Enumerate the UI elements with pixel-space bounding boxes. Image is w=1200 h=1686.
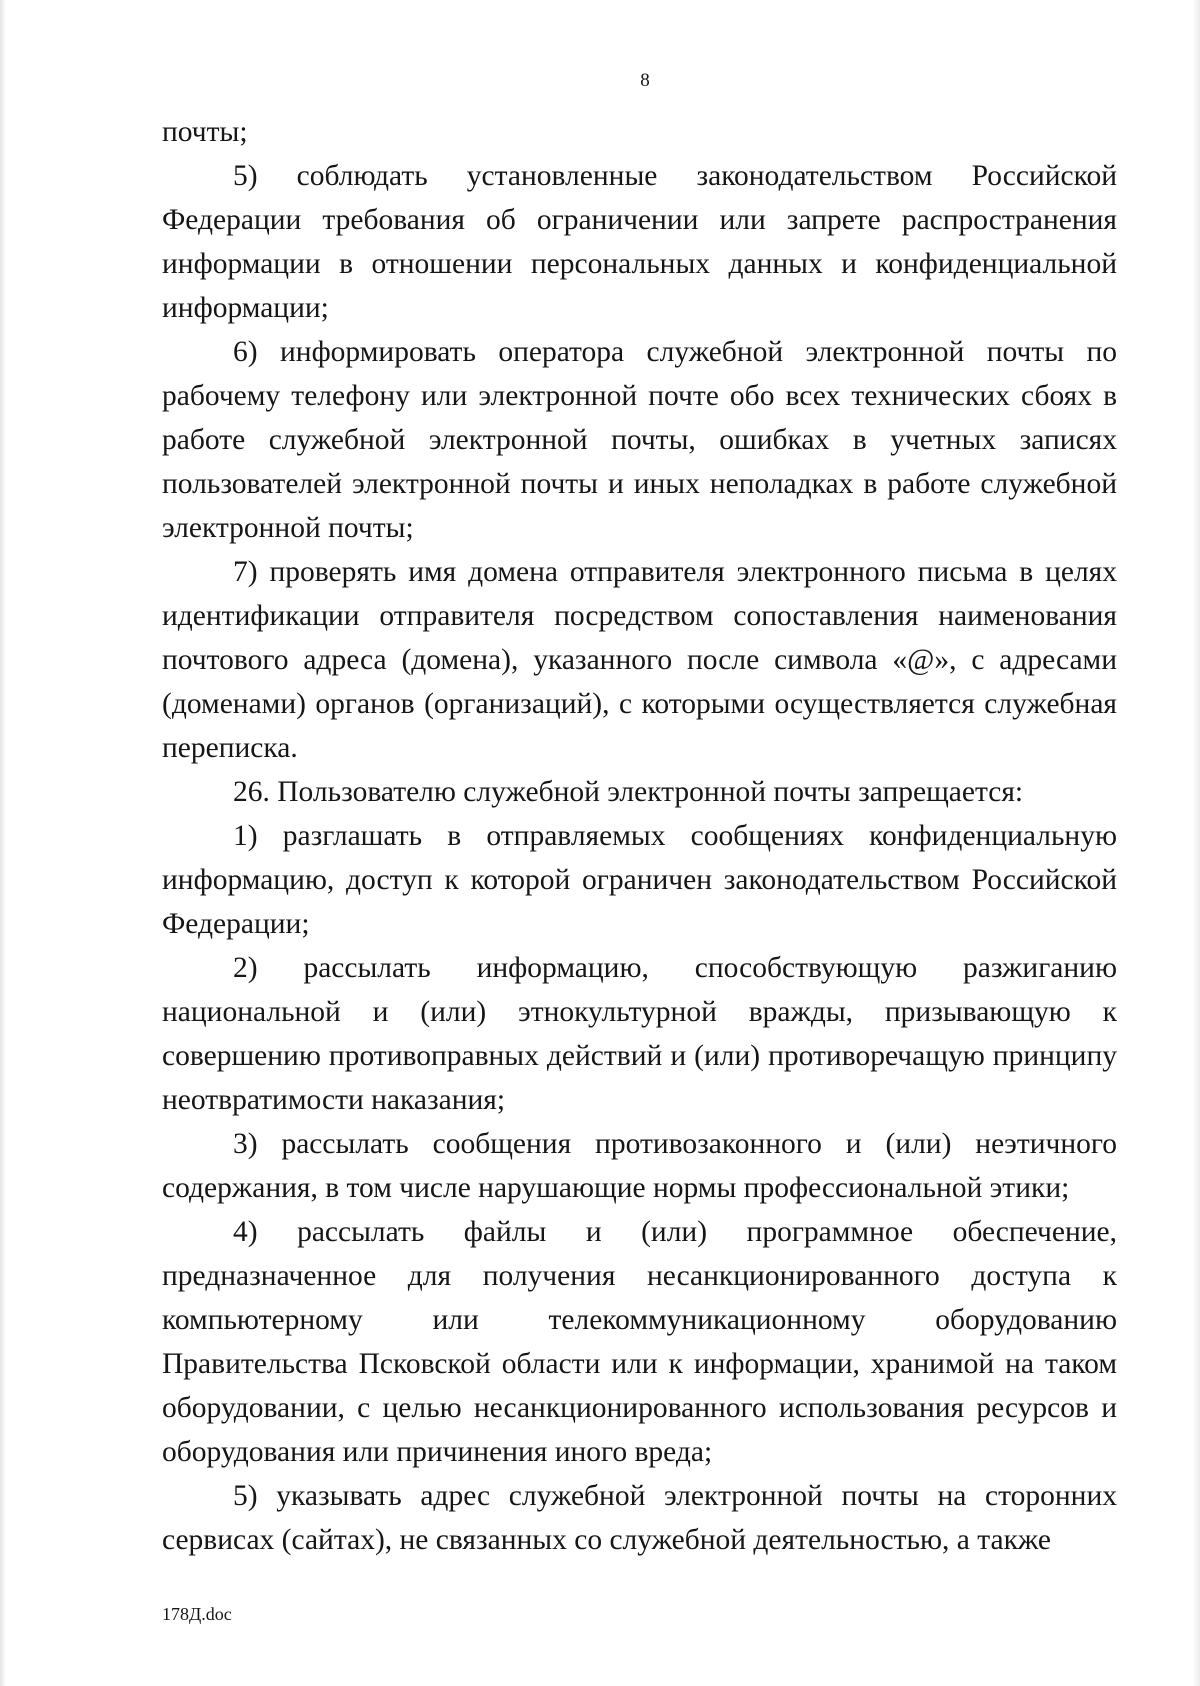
section-26-heading: 26. Пользователю служебной электронной почты запрещается:: [233, 776, 1024, 808]
list-item-5-observe-requirements: 5) соблюдать установленные законодательством Российской Федерации требования об ограничении или запрете распространения информации в отношении персональных данных и конфиденциальной информации;: [162, 160, 1117, 324]
list-item-6-inform-operator: 6) информировать оператора служебной электронной почты по рабочему телефону или электронной почте обо всех технических сбоях в работе служебной электронной почты, ошибках в учетных записях пользователей электронной почты и иных неполадках в работе служебной электронной почты;: [162, 336, 1117, 544]
document-body: [162, 110, 1117, 1562]
footer-filename: 178Д.doc: [162, 1604, 232, 1624]
prohibition-item-3: 3) рассылать сообщения противозаконного и (или) неэтичного содержания, в том числе нарушающие нормы профессиональной этики;: [162, 1128, 1117, 1204]
prohibition-item-4: 4) рассылать файлы и (или) программное обеспечение, предназначенное для получения несанкционированного доступа к компьютерному или телекоммуникационному оборудованию Правительства Псковской области или к информации, хранимой на таком оборудовании, с целью несанкционированного использования ресурсов и оборудования или причинения иного вреда;: [162, 1216, 1117, 1468]
prohibition-item-2: 2) рассылать информацию, способствующую разжиганию национальной и (или) этнокультурной вражды, призывающую к совершению противоправных действий и (или) противоречащую принципу неотвратимости наказания;: [162, 952, 1117, 1116]
prohibition-item-1: 1) разглашать в отправляемых сообщениях конфиденциальную информацию, доступ к которой ограничен законодательством Российской Федерации;: [162, 820, 1117, 940]
page-number: 8: [640, 70, 650, 91]
scan-edge-right: [1192, 0, 1200, 1686]
prohibition-item-5: 5) указывать адрес служебной электронной почты на сторонних сервисах (сайтах), не связанных со служебной деятельностью, а также: [162, 1480, 1117, 1556]
scan-edge-left: [0, 0, 6, 1686]
list-item-7-verify-domain: 7) проверять имя домена отправителя электронного письма в целях идентификации отправителя посредством сопоставления наименования почтового адреса (домена), указанного после символа «@», с адресами (доменами) органов (организаций), с которыми осуществляется служебная переписка.: [162, 556, 1117, 764]
paragraph-continuation: почты;: [162, 116, 248, 148]
